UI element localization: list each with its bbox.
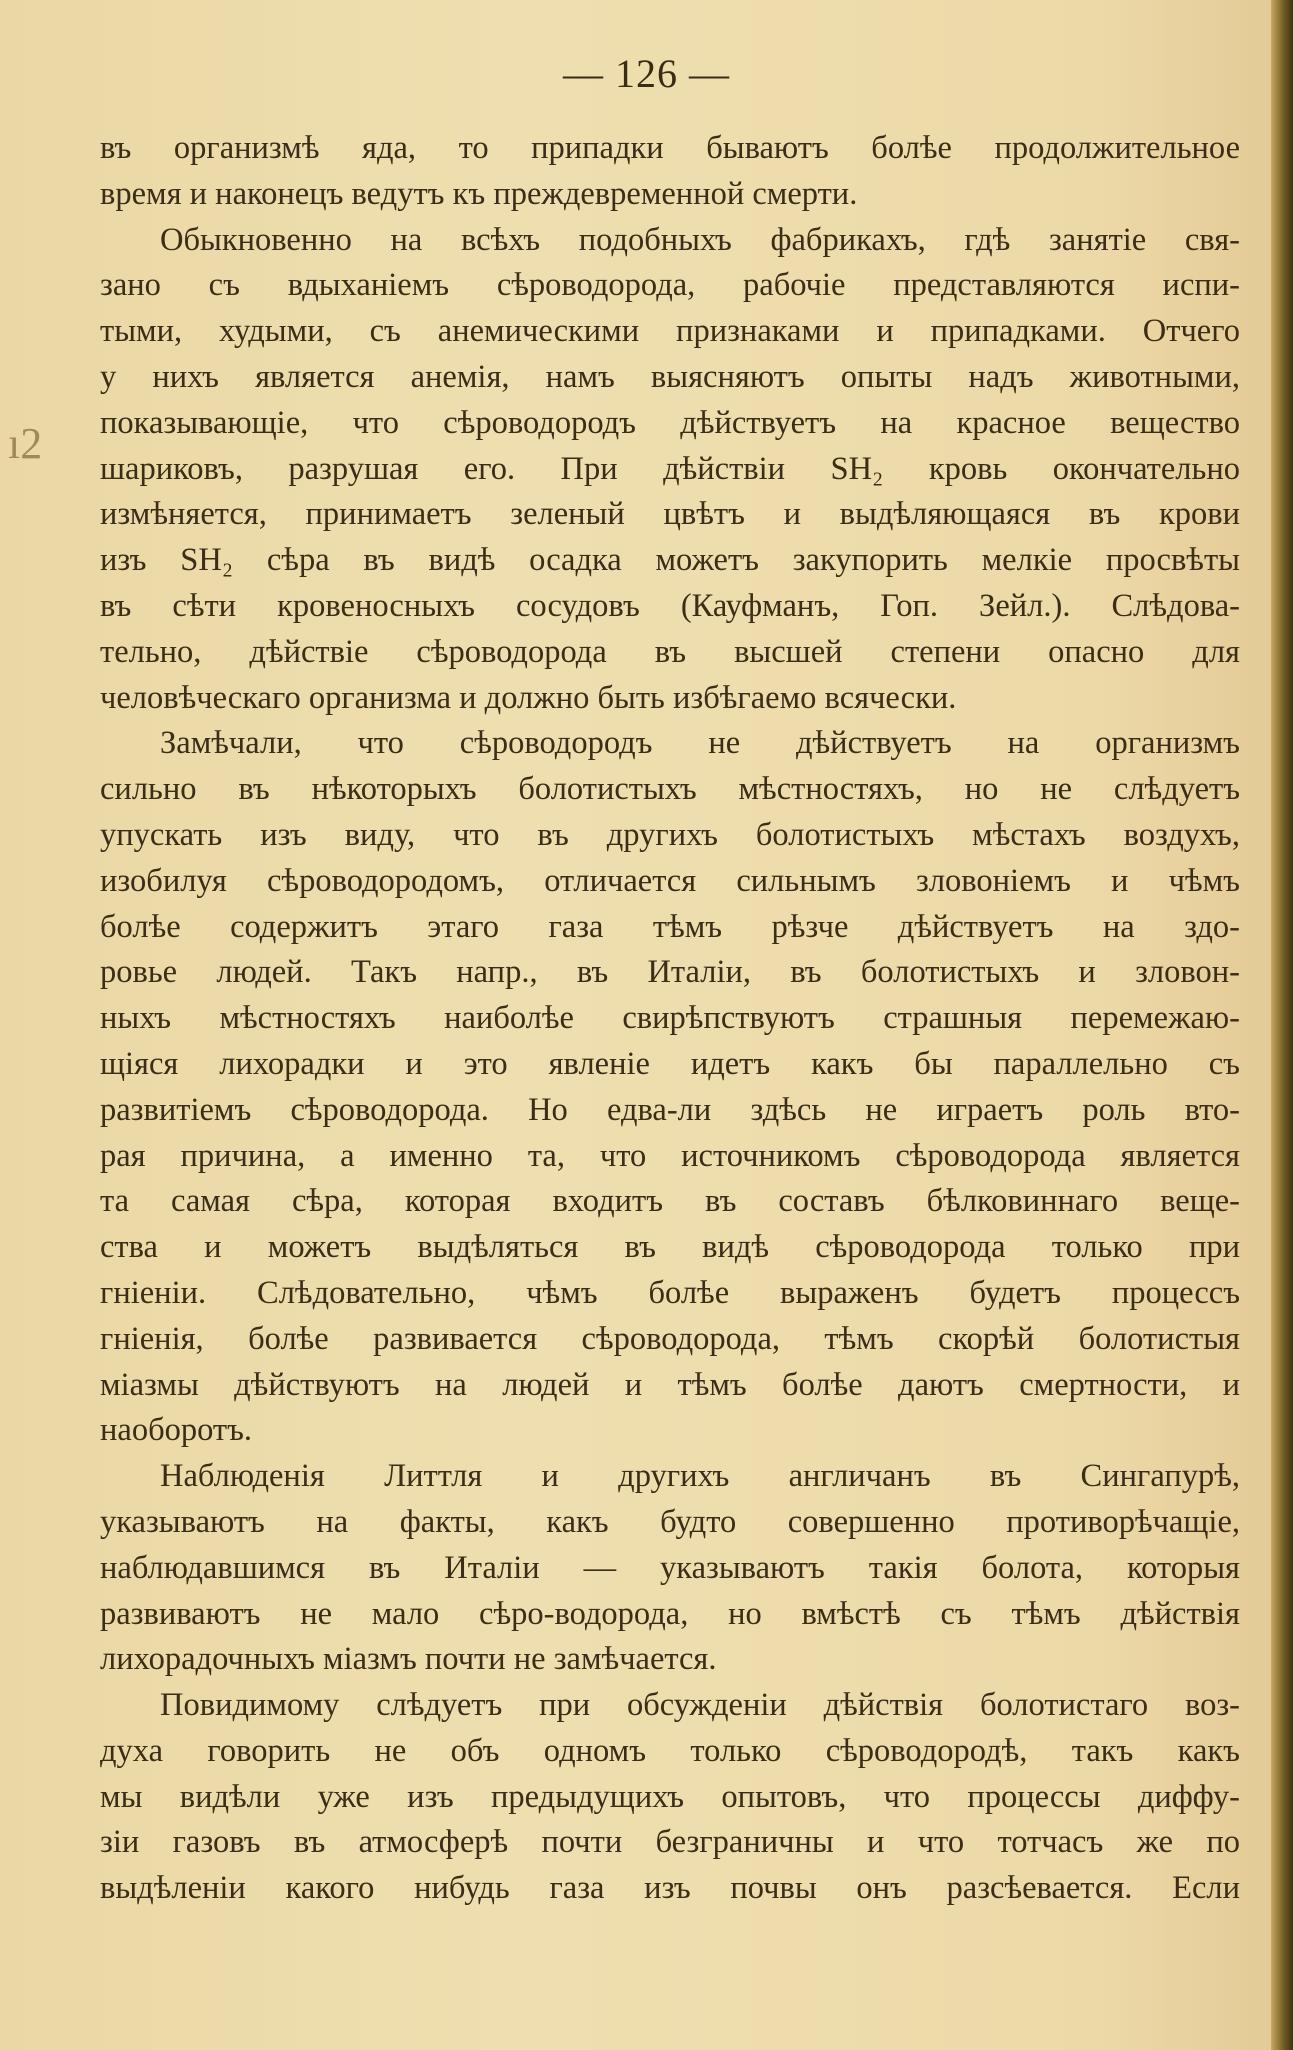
text-line: гніеніи. Слѣдовательно, чѣмъ болѣе выраженъ будетъ процессъ <box>100 1274 1240 1311</box>
text-line: міазмы дѣйствуютъ на людей и тѣмъ болѣе даютъ смертности, и <box>100 1366 1240 1403</box>
body-text <box>100 126 1240 1912</box>
text-line: ства и можетъ выдѣляться въ видѣ сѣроводорода только при <box>100 1229 1240 1266</box>
text-line: время и наконецъ ведутъ къ преждевременной смерти. <box>100 175 858 212</box>
text-line: изъ SH₂ сѣра въ видѣ осадка можетъ закупорить мелкіе просвѣты <box>100 542 1240 579</box>
text-line: въ сѣти кровеносныхъ сосудовъ (Кауфманъ, Гоп. Зейл.). Слѣдова- <box>100 587 1240 624</box>
text-line: тельно, дѣйствіе сѣроводорода въ высшей степени опасно для <box>100 633 1240 670</box>
text-line: рая причина, а именно та, что источникомъ сѣроводорода является <box>100 1137 1240 1174</box>
text-line: упускать изъ виду, что въ другихъ болотистыхъ мѣстахъ воздухъ, <box>100 816 1240 853</box>
text-line: духа говорить не объ одномъ только сѣроводородѣ, такъ какъ <box>100 1732 1240 1769</box>
text-line: въ организмѣ яда, то припадки бываютъ болѣе продолжительное <box>100 130 1240 166</box>
text-line: та самая сѣра, которая входитъ въ составъ бѣлковиннаго веще- <box>100 1183 1240 1220</box>
text-line: у нихъ является анемія, намъ выясняютъ опыты надъ животными, <box>100 358 1240 395</box>
text-line: развиваютъ не мало сѣро-водорода, но вмѣстѣ съ тѣмъ дѣйствія <box>100 1595 1240 1632</box>
text-line: Повидимому слѣдуетъ при обсужденіи дѣйствія болотистаго воз- <box>160 1687 1240 1724</box>
text-line: ровье людей. Такъ напр., въ Италіи, въ болотистыхъ и зловон- <box>100 954 1240 991</box>
text-line: шариковъ, разрушая его. При дѣйствіи SH₂ кровь окончательно <box>100 450 1240 487</box>
text-line: мы видѣли уже изъ предыдущихъ опытовъ, что процессы диффу- <box>100 1778 1240 1815</box>
text-line: сильно въ нѣкоторыхъ болотистыхъ мѣстностяхъ, но не слѣдуетъ <box>100 771 1240 808</box>
text-line: человѣческаго организма и должно быть избѣгаемо всячески. <box>100 679 957 716</box>
text-line: развитіемъ сѣроводорода. Но едва-ли здѣсь не играетъ роль вто- <box>100 1091 1240 1128</box>
page-edge-shadow <box>1271 0 1293 2050</box>
page-number: — 126 — <box>563 51 730 96</box>
text-line: указываютъ на факты, какъ будто совершенно противорѣчащіе, <box>100 1503 1240 1540</box>
text-line: показывающіе, что сѣроводородъ дѣйствуетъ на красное вещество <box>100 404 1240 441</box>
text-line: болѣе содержитъ этаго газа тѣмъ рѣзче дѣйствуетъ на здо- <box>100 908 1240 945</box>
text-line: Замѣчали, что сѣроводородъ не дѣйствуетъ на организмъ <box>160 725 1240 762</box>
text-line: изобилуя сѣроводородомъ, отличается сильнымъ зловоніемъ и чѣмъ <box>100 862 1240 899</box>
margin-pencil-mark: ı2 <box>8 419 43 468</box>
text-line: Наблюденія Литтля и другихъ англичанъ въ Сингапурѣ, <box>160 1458 1240 1495</box>
text-line: зіи газовъ въ атмосферѣ почти безграничны и что тотчасъ же по <box>100 1824 1240 1861</box>
text-line: выдѣленіи какого нибудь газа изъ почвы онъ разсѣевается. Если <box>100 1870 1240 1907</box>
text-line: зано съ вдыханіемъ сѣроводорода, рабочіе представляются испи- <box>100 267 1240 304</box>
text-line: лихорадочныхъ міазмъ почти не замѣчается. <box>100 1641 717 1678</box>
text-line: наблюдавшимся въ Италіи — указываютъ такія болота, которыя <box>100 1549 1240 1586</box>
text-line: Обыкновенно на всѣхъ подобныхъ фабрикахъ, гдѣ занятіе свя- <box>160 221 1240 258</box>
text-line: тыми, худыми, съ анемическими признаками и припадками. Отчего <box>100 313 1240 350</box>
text-line: щіяся лихорадки и это явленіе идетъ какъ бы параллельно съ <box>100 1045 1240 1082</box>
text-line: гніенія, болѣе развивается сѣроводорода, тѣмъ скорѣй болотистыя <box>100 1320 1240 1357</box>
text-line: измѣняется, принимаетъ зеленый цвѣтъ и выдѣляющаяся въ крови <box>100 496 1240 533</box>
text-line: наоборотъ. <box>100 1412 253 1449</box>
text-line: ныхъ мѣстностяхъ наиболѣе свирѣпствуютъ страшныя перемежаю- <box>100 1000 1240 1037</box>
